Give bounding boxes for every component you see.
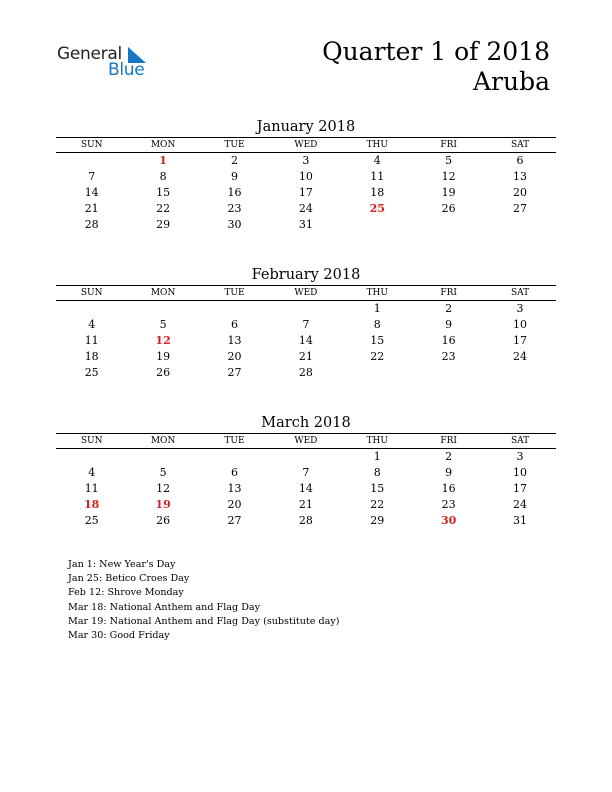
holiday-item: Feb 12: Shrove Monday (68, 587, 184, 599)
day-cell: 7 (302, 318, 310, 331)
day-cell: 6 (230, 466, 238, 479)
day-cell: 20 (227, 498, 242, 511)
day-cell: 15 (370, 482, 385, 495)
holiday-list (68, 558, 340, 643)
day-cell: 6 (516, 154, 524, 167)
weekday-label: SUN (80, 140, 103, 150)
day-cell: 23 (227, 202, 242, 215)
empty-cell (270, 301, 341, 317)
day-cell: 17 (298, 186, 313, 199)
empty-cell (199, 449, 270, 465)
weekday-label: SAT (510, 436, 530, 446)
day-cell: 22 (370, 498, 385, 511)
day-cell: 3 (302, 154, 310, 167)
day-cell: 24 (513, 498, 528, 511)
holiday-day-cell: 1 (159, 154, 167, 167)
day-cell: 9 (445, 318, 453, 331)
weekday-label: SAT (510, 288, 530, 298)
holiday-item: Mar 18: National Anthem and Flag Day (68, 601, 261, 613)
day-cell: 16 (441, 482, 456, 495)
country-name: Aruba (472, 67, 550, 96)
day-cell: 25 (84, 514, 99, 527)
day-cell: 27 (227, 366, 242, 379)
weekday-label: WED (294, 140, 318, 150)
empty-cell (56, 153, 127, 169)
day-cell: 21 (298, 350, 313, 363)
day-cell: 26 (156, 366, 171, 379)
weekday-header (56, 434, 556, 448)
weekday-label: MON (150, 436, 176, 446)
holiday-item: Jan 1: New Year's Day (68, 559, 176, 570)
day-cell: 18 (370, 186, 385, 199)
day-cell: 31 (298, 218, 313, 231)
weekday-label: THU (366, 288, 388, 298)
day-cell: 21 (84, 202, 99, 215)
day-grid (56, 153, 556, 233)
day-cell: 21 (298, 498, 313, 511)
day-cell: 10 (513, 466, 528, 479)
month-january (56, 117, 556, 233)
holiday-item: Mar 30: Good Friday (68, 630, 170, 642)
holiday-day-cell: 12 (155, 334, 171, 347)
weekday-label: TUE (224, 140, 245, 150)
holiday-day-cell: 18 (84, 498, 100, 511)
month-february (56, 265, 556, 381)
weekday-label: FRI (440, 288, 457, 298)
weekday-label: TUE (224, 288, 245, 298)
day-cell: 29 (370, 514, 385, 527)
day-cell: 15 (370, 334, 385, 347)
day-cell: 20 (227, 350, 242, 363)
day-cell: 2 (445, 450, 453, 463)
day-cell: 16 (227, 186, 242, 199)
day-cell: 5 (445, 154, 453, 167)
day-grid (56, 449, 556, 529)
day-cell: 2 (230, 154, 238, 167)
day-cell: 12 (156, 482, 171, 495)
weekday-label: WED (294, 288, 318, 298)
holiday-item: Mar 19: National Anthem and Flag Day (substitute day) (68, 615, 340, 627)
weekday-label: MON (150, 140, 176, 150)
weekday-label: THU (366, 140, 388, 150)
day-cell: 28 (298, 366, 313, 379)
day-cell: 14 (84, 186, 99, 199)
weekday-label: WED (294, 436, 318, 446)
weekday-label: SUN (80, 436, 103, 446)
day-cell: 25 (84, 366, 99, 379)
day-cell: 4 (373, 154, 381, 167)
day-cell: 23 (441, 498, 456, 511)
weekday-header (56, 138, 556, 152)
weekday-header (56, 286, 556, 300)
day-cell: 13 (513, 170, 528, 183)
day-cell: 7 (88, 170, 96, 183)
day-cell: 3 (516, 450, 524, 463)
empty-cell (199, 301, 270, 317)
month-title: January 2018 (256, 119, 356, 135)
day-cell: 2 (445, 302, 453, 315)
empty-cell (127, 449, 198, 465)
day-cell: 11 (84, 334, 99, 347)
day-cell: 8 (159, 170, 167, 183)
day-cell: 19 (156, 350, 171, 363)
weekday-label: FRI (440, 140, 457, 150)
day-cell: 1 (373, 302, 381, 315)
day-cell: 23 (441, 350, 456, 363)
day-cell: 30 (227, 218, 242, 231)
day-cell: 5 (159, 466, 167, 479)
day-cell: 18 (84, 350, 99, 363)
page-title: Quarter 1 of 2018 (322, 37, 550, 66)
day-cell: 17 (513, 482, 528, 495)
empty-cell (127, 301, 198, 317)
day-cell: 17 (513, 334, 528, 347)
weekday-label: FRI (440, 436, 457, 446)
day-cell: 28 (298, 514, 313, 527)
day-cell: 31 (513, 514, 528, 527)
holiday-day-cell: 30 (440, 514, 457, 527)
day-cell: 10 (513, 318, 528, 331)
day-cell: 26 (156, 514, 171, 527)
day-cell: 20 (513, 186, 528, 199)
day-cell: 14 (298, 482, 313, 495)
day-cell: 9 (445, 466, 453, 479)
day-cell: 7 (302, 466, 310, 479)
day-cell: 1 (373, 450, 381, 463)
day-cell: 4 (88, 318, 96, 331)
weekday-label: SAT (510, 140, 530, 150)
weekday-label: SUN (80, 288, 103, 298)
day-cell: 14 (298, 334, 313, 347)
day-cell: 8 (373, 318, 381, 331)
weekday-label: TUE (224, 436, 245, 446)
empty-cell (56, 301, 127, 317)
day-cell: 6 (230, 318, 238, 331)
day-cell: 4 (88, 466, 96, 479)
day-cell: 27 (227, 514, 242, 527)
day-cell: 10 (298, 170, 313, 183)
day-cell: 15 (156, 186, 171, 199)
holiday-day-cell: 19 (155, 498, 171, 511)
day-cell: 13 (227, 482, 242, 495)
day-cell: 9 (230, 170, 238, 183)
day-cell: 29 (156, 218, 171, 231)
empty-cell (56, 449, 127, 465)
empty-cell (270, 449, 341, 465)
day-cell: 27 (513, 202, 528, 215)
logo (57, 44, 167, 84)
logo-blue-text: Blue (108, 60, 145, 80)
day-cell: 8 (373, 466, 381, 479)
holiday-item: Jan 25: Betico Croes Day (68, 573, 190, 585)
weekday-label: MON (150, 288, 176, 298)
month-title: March 2018 (261, 415, 351, 431)
holiday-day-cell: 25 (369, 202, 385, 215)
day-cell: 11 (84, 482, 99, 495)
day-cell: 28 (84, 218, 99, 231)
title-block (322, 37, 550, 97)
day-cell: 12 (441, 170, 456, 183)
day-cell: 26 (441, 202, 456, 215)
day-cell: 24 (513, 350, 528, 363)
weekday-label: THU (366, 436, 388, 446)
day-cell: 24 (298, 202, 313, 215)
day-cell: 11 (370, 170, 385, 183)
day-cell: 22 (370, 350, 385, 363)
day-cell: 13 (227, 334, 242, 347)
day-cell: 19 (441, 186, 456, 199)
day-cell: 22 (156, 202, 171, 215)
day-cell: 5 (159, 318, 167, 331)
logo-general-text: General (57, 44, 122, 64)
day-grid (56, 301, 556, 381)
day-cell: 3 (516, 302, 524, 315)
month-march (56, 413, 556, 529)
month-title: February 2018 (251, 267, 361, 283)
day-cell: 16 (441, 334, 456, 347)
